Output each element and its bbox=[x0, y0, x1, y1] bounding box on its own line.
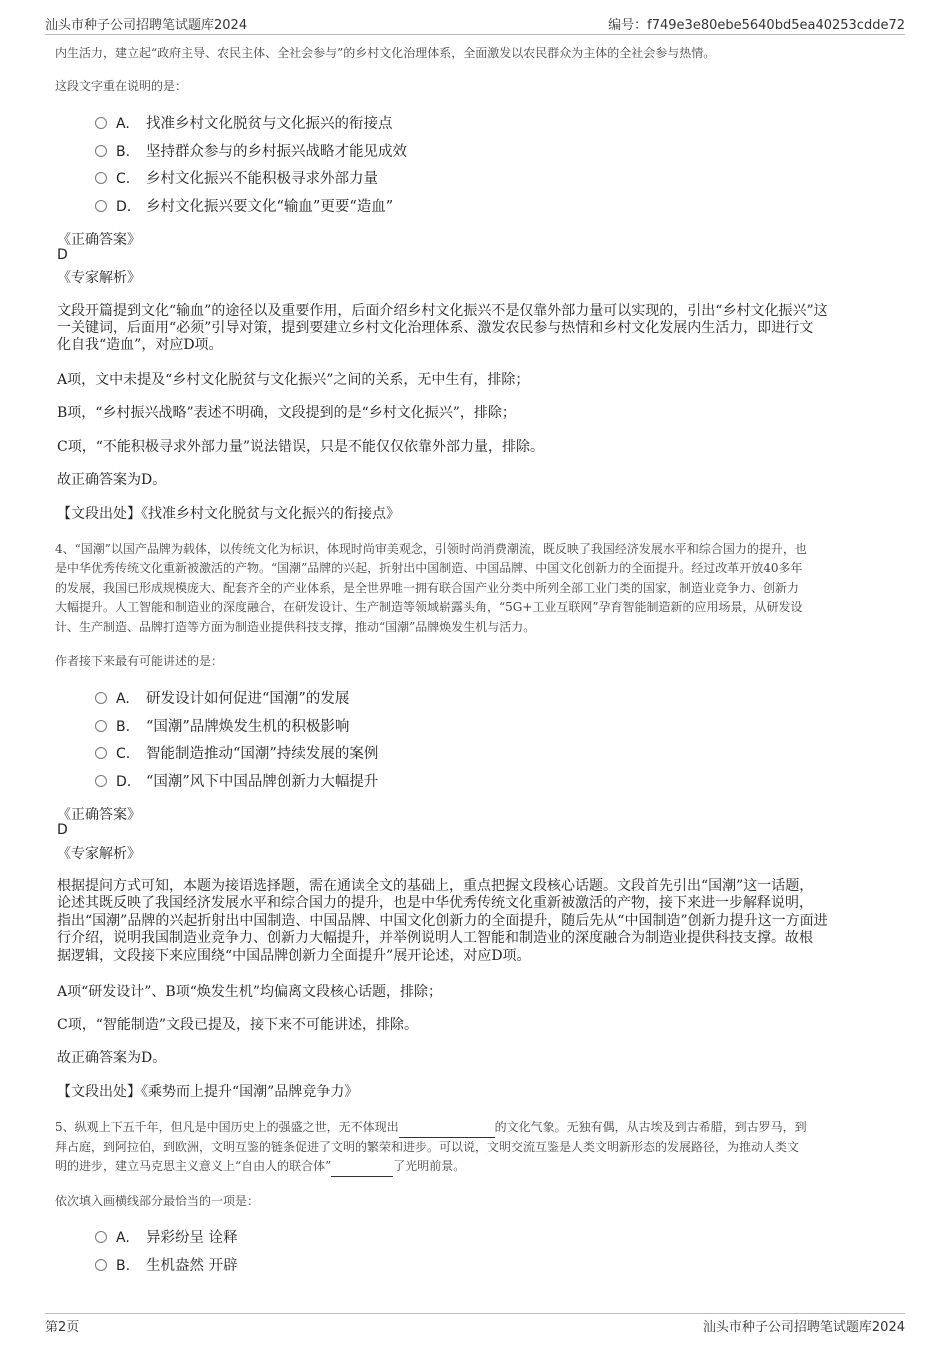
q4-source: 【文段出处】《乘势而上提升“国潮”品牌竞争力》 bbox=[57, 1084, 359, 1100]
q3-conclusion: 故正确答案为D。 bbox=[57, 472, 167, 488]
q4-option-d[interactable]: D. “国潮”风下中国品牌创新力大幅提升 bbox=[95, 772, 378, 792]
q3-analysis-line: 文段开篇提到文化“输血”的途径以及重要作用，后面介绍乡村文化振兴不是仅靠外部力量可以实现的，引出“乡村文化振兴”这 bbox=[57, 303, 828, 319]
q3-option-b[interactable]: B. 坚持群众参与的乡村振兴战略才能见成效 bbox=[95, 142, 407, 162]
q3-explain-b: B项，“乡村振兴战略”表述不明确，文段提到的是“乡村文化振兴”，排除； bbox=[57, 405, 516, 421]
page-footer bbox=[45, 1313, 905, 1336]
radio-icon[interactable] bbox=[95, 145, 107, 157]
radio-icon[interactable] bbox=[95, 692, 107, 704]
q4-answer: D bbox=[57, 822, 68, 838]
q4-explain-c: C项，“智能制造”文段已提及，接下来不可能讲述，排除。 bbox=[57, 1017, 419, 1033]
q4-answer-label: 《正确答案》 bbox=[57, 807, 141, 823]
radio-icon[interactable] bbox=[95, 747, 107, 759]
q4-analysis-line: 指出“国潮”品牌的兴起折射出中国制造、中国品牌、中国文化创新力的全面提升，随后先从“中国制造”创新力提升这一方面进 bbox=[57, 913, 828, 929]
page-number: 第2页 bbox=[45, 1320, 80, 1335]
q3-option-d[interactable]: D. 乡村文化振兴要文化“输血”更要“造血” bbox=[95, 197, 393, 217]
q4-explain-ab: A项“研发设计”、B项“焕发生机”均偏离文段核心话题，排除； bbox=[57, 984, 443, 1000]
q3-analysis-line: 一关键词，后面用“必须”引导对策，提到要建立乡村文化治理体系、激发农民参与热情和乡村文化发展内生活力，即进行文 bbox=[57, 320, 814, 336]
q4-option-a[interactable]: A. 研发设计如何促进“国潮”的发展 bbox=[95, 689, 349, 709]
radio-icon[interactable] bbox=[95, 720, 107, 732]
q4-passage-line: 大幅提升。人工智能和制造业的深度融合，在研发设计、生产制造等领域崭露头角，“5G+工业互联网”孕育智能制造新的应用场景，从研发设 bbox=[55, 600, 803, 614]
q4-passage-line: 4、“国潮”以国产品牌为载体，以传统文化为标识，体现时尚审美观念，引领时尚消费潮流，既反映了我国经济发展水平和综合国力的提升，也 bbox=[55, 542, 807, 556]
q3-passage-tail: 内生活力，建立起“政府主导、农民主体、全社会参与”的乡村文化治理体系，全面激发以农民群众为主体的全社会参与热情。 bbox=[55, 46, 716, 60]
fill-blank-2 bbox=[331, 1162, 393, 1177]
q5-option-b[interactable]: B. 生机盎然 开辟 bbox=[95, 1256, 238, 1276]
radio-icon[interactable] bbox=[95, 200, 107, 212]
radio-icon[interactable] bbox=[95, 1231, 107, 1243]
q3-source: 【文段出处】《找准乡村文化脱贫与文化振兴的衔接点》 bbox=[57, 506, 400, 522]
header-title: 汕头市种子公司招聘笔试题库2024 bbox=[45, 18, 248, 33]
radio-icon[interactable] bbox=[95, 775, 107, 787]
q5-passage-line2: 拜占庭，到阿拉伯，到欧洲，文明互鉴的链条促进了文明的繁荣和进步。可以说，文明交流互鉴是人类文明新形态的发展路径，为推动人类文 bbox=[55, 1140, 800, 1154]
radio-icon[interactable] bbox=[95, 172, 107, 184]
q4-analysis-line: 根据提问方式可知，本题为接语选择题，需在通读全文的基础上，重点把握文段核心话题。文段首先引出“国潮”这一话题， bbox=[57, 878, 814, 894]
document-id: 编号：f749e3e80ebe5640bd5ea40253cdde72 bbox=[608, 18, 905, 33]
q5-option-a[interactable]: A. 异彩纷呈 诠释 bbox=[95, 1228, 238, 1248]
q3-explain-c: C项，“不能积极寻求外部力量”说法错误，只是不能仅仅依靠外部力量，排除。 bbox=[57, 439, 545, 455]
q4-option-c[interactable]: C. 智能制造推动“国潮”持续发展的案例 bbox=[95, 744, 378, 764]
q4-conclusion: 故正确答案为D。 bbox=[57, 1050, 167, 1066]
q4-prompt: 作者接下来最有可能讲述的是： bbox=[55, 654, 224, 668]
q3-explain-a: A项，文中未提及“乡村文化脱贫与文化振兴”之间的关系，无中生有，排除； bbox=[57, 372, 530, 388]
q4-analysis-line: 行介绍，说明我国制造业竞争力、创新力大幅提升，并举例说明人工智能和制造业的深度融合为制造业提供科技支撑。故根 bbox=[57, 930, 813, 946]
fill-blank-1 bbox=[399, 1123, 495, 1138]
page-header bbox=[45, 12, 905, 35]
q4-passage-line: 计、生产制造、品牌打造等方面为制造业提供科技支撑，推动“国潮”品牌焕发生机与活力。 bbox=[55, 620, 536, 634]
q3-analysis-label: 《专家解析》 bbox=[57, 270, 141, 286]
footer-title: 汕头市种子公司招聘笔试题库2024 bbox=[702, 1320, 905, 1335]
q4-option-b[interactable]: B. “国潮”品牌焕发生机的积极影响 bbox=[95, 717, 349, 737]
q5-prompt: 依次填入画横线部分最恰当的一项是： bbox=[55, 1194, 260, 1208]
q3-option-a[interactable]: A. 找准乡村文化脱贫与文化振兴的衔接点 bbox=[95, 114, 393, 134]
q3-answer: D bbox=[57, 247, 68, 263]
radio-icon[interactable] bbox=[95, 117, 107, 129]
q4-analysis-label: 《专家解析》 bbox=[57, 846, 141, 862]
q3-prompt: 这段文字重在说明的是： bbox=[55, 79, 188, 93]
q4-analysis-line: 论述其既反映了我国经济发展水平和综合国力的提升，也是中华优秀传统文化重新被激活的产物，接下来进一步解释说明， bbox=[57, 895, 813, 911]
q5-passage-line3: 明的进步，建立马克思主义意义上“自由人的联合体” 了光明前景。 bbox=[55, 1157, 465, 1177]
q4-analysis-line: 据逻辑，文段接下来应围绕“中国品牌创新力全面提升”展开论述，对应D项。 bbox=[57, 948, 531, 964]
q3-answer-label: 《正确答案》 bbox=[57, 232, 141, 248]
q4-passage-line: 的发展，我国已形成规模庞大、配套齐全的产业体系，是全世界唯一拥有联合国产业分类中所列全部工业门类的国家，制造业竞争力、创新力 bbox=[55, 581, 800, 595]
q5-passage-line1: 5、纵观上下五千年，但凡是中国历史上的强盛之世，无不体现出 的文化气象。无独有偶，从古埃及到古希腊，到古罗马，到 bbox=[55, 1118, 807, 1138]
q3-option-c[interactable]: C. 乡村文化振兴不能积极寻求外部力量 bbox=[95, 169, 378, 189]
q4-passage-line: 是中华优秀传统文化重新被激活的产物。“国潮”品牌的兴起，折射出中国制造、中国品牌、中国文化创新力的全面提升。经过改革开放40多年 bbox=[55, 561, 803, 575]
radio-icon[interactable] bbox=[95, 1259, 107, 1271]
q3-analysis-line: 化自我“造血”，对应D项。 bbox=[57, 337, 223, 353]
